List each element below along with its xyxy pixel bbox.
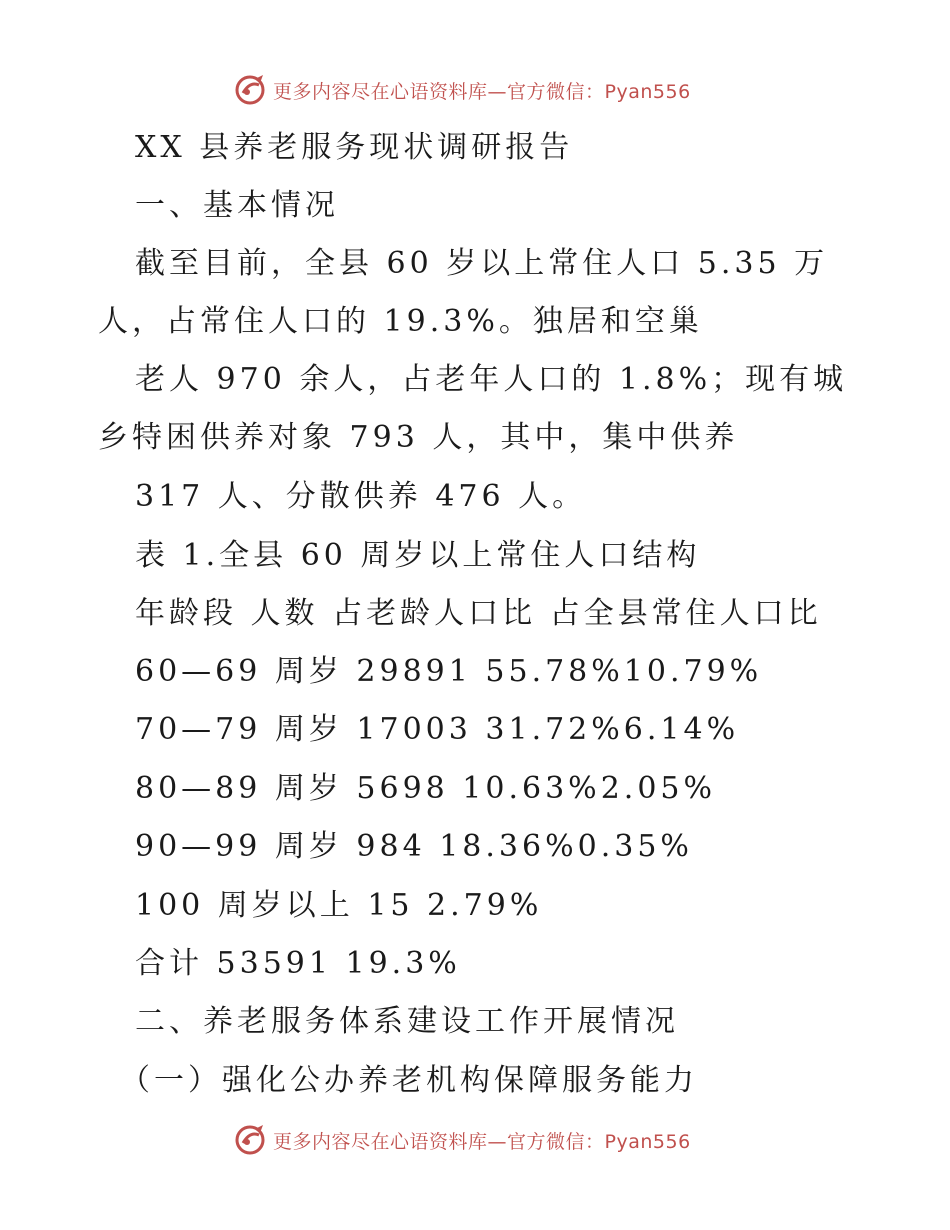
- paragraph-line: 截至目前，全县 60 岁以上常住人口 5.35 万: [135, 246, 829, 281]
- watermark-banner-top: [233, 72, 713, 108]
- paragraph-line: 317 人、分散供养 476 人。: [135, 479, 587, 514]
- table-row-total: 合计 53591 19.3%: [135, 946, 461, 981]
- section-heading-services: 二、养老服务体系建设工作开展情况: [135, 1004, 679, 1039]
- watermark-banner-bottom: [233, 1122, 713, 1158]
- watermark-text: 更多内容尽在心语资料库—官方微信：Pyan556: [273, 1130, 691, 1153]
- watermark-text: 更多内容尽在心语资料库—官方微信：Pyan556: [273, 80, 691, 103]
- table-row: 100 周岁以上 15 2.79%: [135, 888, 543, 923]
- paragraph-line: 老人 970 余人，占老年人口的 1.8%；现有城: [135, 362, 848, 397]
- logo-icon: [233, 1123, 267, 1157]
- table-row: 60—69 周岁 29891 55.78%10.79%: [135, 654, 763, 689]
- subsection-heading: （一）强化公办养老机构保障服务能力: [120, 1063, 698, 1098]
- document-title: XX 县养老服务现状调研报告: [135, 130, 574, 165]
- table-header: 年龄段 人数 占老龄人口比 占全县常住人口比: [135, 596, 822, 631]
- section-heading-basic: 一、基本情况: [135, 188, 339, 223]
- table-caption: 表 1.全县 60 周岁以上常住人口结构: [135, 538, 701, 573]
- table-row: 90—99 周岁 984 18.36%0.35%: [135, 829, 693, 864]
- table-row: 80—89 周岁 5698 10.63%2.05%: [135, 771, 716, 806]
- paragraph-line: 乡特困供养对象 793 人，其中，集中供养: [98, 420, 739, 455]
- logo-icon: [233, 73, 267, 107]
- table-row: 70—79 周岁 17003 31.72%6.14%: [135, 712, 740, 747]
- paragraph-line: 人，占常住人口的 19.3%。独居和空巢: [98, 304, 703, 339]
